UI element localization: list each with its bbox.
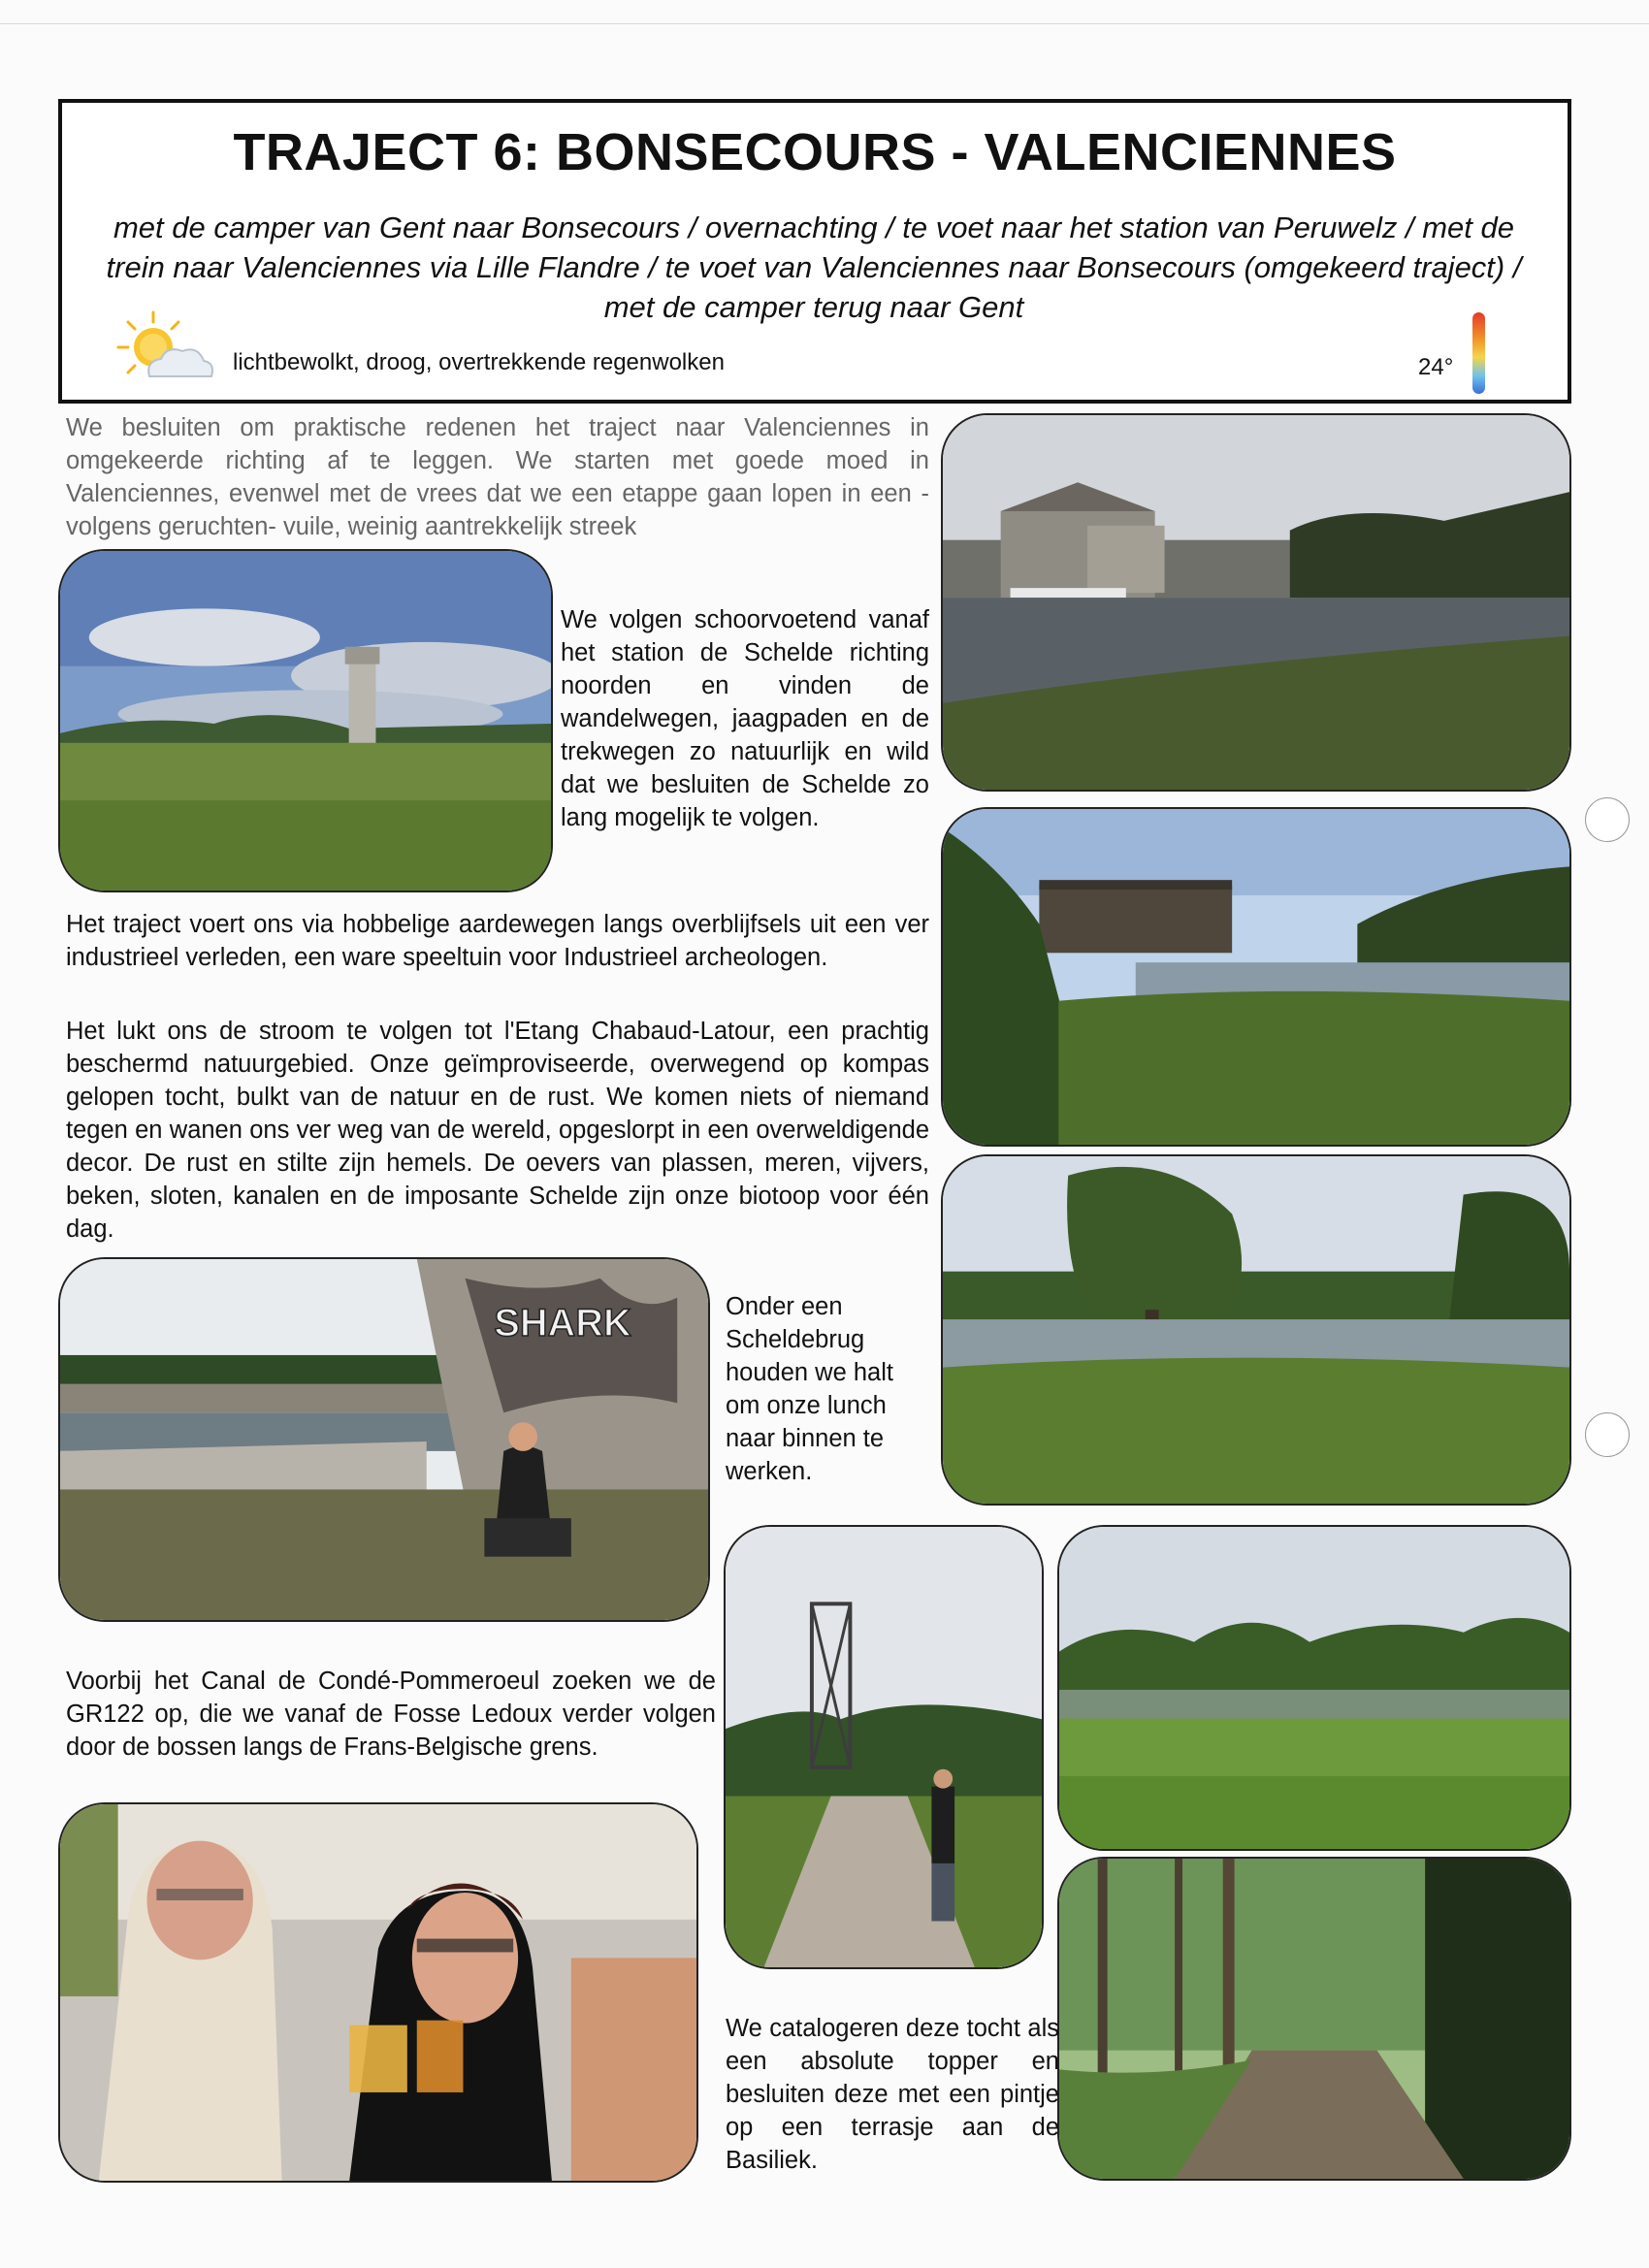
photo-river-buildings	[941, 413, 1571, 792]
photo-industrial-shed-river	[941, 807, 1571, 1147]
industrial-paragraph: Het traject voert ons via hobbelige aardewegen langs overblijfsels uit een ver industrieel verleden, een ware speeltuin voor Industrieel archeologen.	[66, 911, 929, 971]
etang-paragraph: Het lukt ons de stroom te volgen tot l'Etang Chabaud-Latour, een prachtig beschermd natuurgebied. Onze geïmproviseerde, overwegend op kompas gelopen tocht, bulkt van de natuur en de rust. We komen niets of niemand tegen en wanen ons ver weg van de wereld, opgeslorpt in een overweldigende decor. De rust en stilte zijn hemels. De oevers van plassen, meren, vijvers, beken, sloten, kanalen en de imposante Schelde zijn onze biotoop voor één dag.	[66, 1018, 929, 1243]
scan-edge-line	[0, 23, 1649, 24]
route-description: met de camper van Gent naar Bonsecours / overnachting / te voet naar het station van Peruwelz / met de trein naar Valenciennes via Lille Flandre / te voet van Valenciennes naar Bonsecours (omgekeerd traject) / met de camper terug naar Gent	[106, 211, 1522, 324]
weather-description: lichtbewolkt, droog, overtrekkende regenwolken	[233, 349, 725, 375]
lunch-paragraph: Onder een Scheldebrug houden we halt om onze lunch naar binnen te werken.	[726, 1293, 893, 1485]
title-box	[58, 99, 1571, 404]
closing-paragraph: We catalogeren deze tocht als een absolute topper en besluiten deze met een pintje op een terrasje aan de Basiliek.	[726, 2015, 1059, 2174]
canal-paragraph: Voorbij het Canal de Condé-Pommeroeul zoeken we de GR122 op, die we vanaf de Fosse Ledoux verder volgen door de bossen langs de Frans-Belgische grens.	[66, 1668, 716, 1761]
photo-tree-by-river	[941, 1154, 1571, 1506]
partly-cloudy-icon	[111, 308, 217, 390]
punch-hole	[1585, 797, 1630, 842]
photo-mine-tower-path	[724, 1525, 1044, 1969]
thermometer-icon	[1472, 312, 1485, 394]
page-title: TRAJECT 6: BONSECOURS - VALENCIENNES	[233, 123, 1397, 181]
intro-paragraph: We besluiten om praktische redenen het traject naar Valenciennes in omgekeerde richting af te leggen. We starten met goede moed in Valenciennes, evenwel met de vrees dat we een etappe gaan lopen in een -volgens geruchten- vuile, weinig aantrekkelijk streek	[66, 414, 929, 540]
photo-forest-path	[1057, 1857, 1571, 2181]
schelde-paragraph: We volgen schoorvoetend vanaf het station de Schelde richting noorden en vinden de wandelwegen, jaagpaden en de trekwegen zo natuurlijk en wild dat we besluiten de Schelde zo lang mogelijk te volgen.	[561, 606, 929, 831]
photo-lunch-under-bridge	[58, 1257, 710, 1622]
punch-hole	[1585, 1412, 1630, 1457]
photo-meadow-pond	[1057, 1525, 1571, 1851]
photo-water-tower-field	[58, 549, 553, 892]
temperature: 24°	[1418, 354, 1454, 380]
svg-text:SHARK: SHARK	[494, 1302, 631, 1345]
photo-terrace-beers	[58, 1802, 698, 2183]
